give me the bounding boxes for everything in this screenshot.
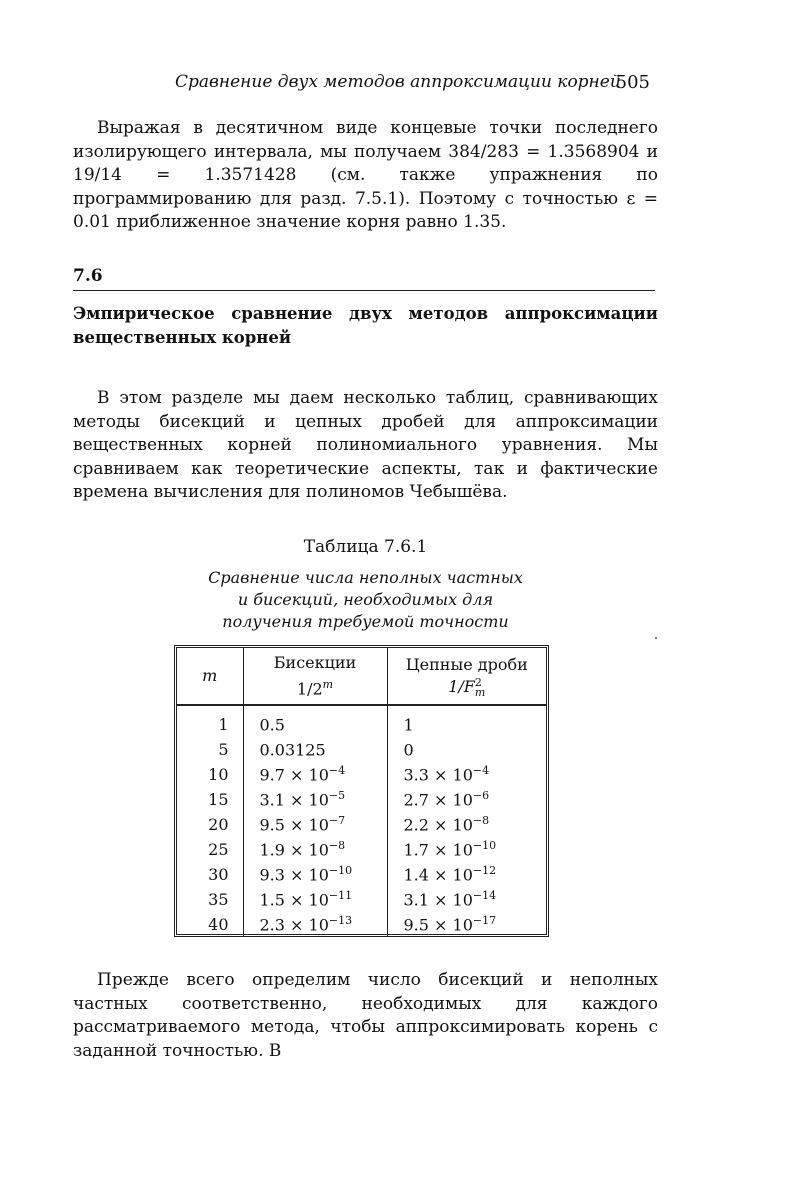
cell-continued-fractions [387, 787, 546, 812]
table-row [177, 812, 546, 837]
table-caption-line: получения требуемой точности [222, 612, 509, 631]
cell-m: 1 [177, 705, 243, 737]
paragraph-continuation-text: Прежде всего определим число бисекций и неполных частных соответственно, необходимых для каждого рассматриваемого метода, чтобы аппроксимировать корень с заданной точностью. В [73, 970, 658, 1061]
cell-continued-fractions-base: 0 [403, 740, 414, 760]
cell-continued-fractions-exponent: −4 [472, 764, 490, 778]
cell-m: 20 [177, 812, 243, 837]
cell-continued-fractions [387, 762, 546, 787]
cell-continued-fractions [387, 862, 546, 887]
table-label: Таблица 7.6.1 [303, 537, 428, 557]
cell-bisections-base: 1.9 × 10 [259, 840, 329, 860]
running-title: Сравнение двух методов аппроксимации корней [175, 72, 621, 92]
cell-continued-fractions-exponent: −17 [472, 914, 497, 928]
header-continued-fractions-sub: m [474, 685, 486, 699]
table-header-row [177, 648, 546, 705]
table-caption-line: Сравнение числа неполных частных [208, 568, 523, 587]
table-row [177, 887, 546, 912]
cell-m: 10 [177, 762, 243, 787]
header-continued-fractions-title: Цепные дроби [405, 655, 528, 674]
cell-m: 30 [177, 862, 243, 887]
cell-bisections-base: 9.3 × 10 [259, 865, 329, 885]
table-caption [73, 567, 658, 633]
header-bisections-expr [244, 674, 387, 700]
section-title: Эмпирическое сравнение двух методов аппроксимации вещественных корней [73, 304, 658, 347]
table-row [177, 737, 546, 762]
cell-bisections [243, 837, 387, 862]
cell-m: 40 [177, 912, 243, 937]
cell-m: 15 [177, 787, 243, 812]
table-row [177, 837, 546, 862]
header-bisections-base: 1/2 [296, 679, 323, 699]
header-continued-fractions [387, 648, 546, 705]
table-body [177, 705, 546, 937]
cell-continued-fractions-base: 3.3 × 10 [403, 765, 473, 785]
cell-bisections-exponent: −5 [328, 789, 346, 803]
cell-bisections-base: 9.7 × 10 [259, 765, 329, 785]
cell-m: 35 [177, 887, 243, 912]
cell-continued-fractions-base: 3.1 × 10 [403, 890, 473, 910]
cell-bisections-exponent: −4 [328, 764, 346, 778]
cell-continued-fractions-base: 9.5 × 10 [403, 915, 473, 935]
paragraph-section-intro [73, 387, 658, 505]
cell-m: 5 [177, 737, 243, 762]
paragraph-continuation [73, 969, 658, 1063]
cell-bisections [243, 887, 387, 912]
cell-continued-fractions-base: 1 [403, 715, 414, 735]
cell-bisections [243, 812, 387, 837]
header-bisections-sup: m [322, 677, 334, 691]
page-number: 505 [615, 72, 650, 93]
cell-bisections-base: 9.5 × 10 [259, 815, 329, 835]
header-m: m [177, 648, 243, 705]
cell-bisections-base: 0.03125 [259, 740, 326, 760]
cell-bisections [243, 705, 387, 737]
cell-continued-fractions [387, 837, 546, 862]
cell-bisections [243, 912, 387, 937]
header-continued-fractions-base: 1/F [448, 677, 475, 696]
cell-bisections [243, 762, 387, 787]
table-row [177, 762, 546, 787]
cell-continued-fractions-exponent: −10 [472, 839, 497, 853]
table-row [177, 862, 546, 887]
cell-m: 25 [177, 837, 243, 862]
header-continued-fractions-expr [388, 676, 547, 698]
header-bisections [243, 648, 387, 705]
cell-continued-fractions-base: 2.2 × 10 [403, 815, 473, 835]
cell-bisections [243, 787, 387, 812]
cell-continued-fractions-exponent: −14 [472, 889, 497, 903]
cell-continued-fractions-exponent: −6 [472, 789, 490, 803]
cell-continued-fractions [387, 812, 546, 837]
cell-continued-fractions [387, 887, 546, 912]
cell-continued-fractions-base: 1.4 × 10 [403, 865, 473, 885]
header-bisections-title: Бисекции [273, 652, 357, 672]
cell-bisections [243, 862, 387, 887]
table-row [177, 705, 546, 737]
paragraph-intro-text: Выражая в десятичном виде концевые точки последнего изолирующего интервала, мы получаем 384/283 = 1.3568904 и 19/14 = 1.3571428 (см. также упражнения по программированию для разд. 7.5.1). Поэтому с точностью ε = 0.01 приближенное значение корня равно 1.35. [73, 118, 658, 232]
paragraph-intro [73, 117, 658, 235]
cell-bisections-exponent: −7 [328, 814, 346, 828]
table-row [177, 787, 546, 812]
section-number: 7.6 [73, 266, 103, 286]
cell-bisections-exponent: −11 [328, 889, 353, 903]
scan-speck [655, 637, 657, 639]
header-continued-fractions-sup: 2 [474, 675, 482, 689]
cell-continued-fractions-exponent: −8 [472, 814, 490, 828]
cell-bisections-base: 2.3 × 10 [259, 915, 329, 935]
cell-continued-fractions-exponent: −12 [472, 864, 497, 878]
paragraph-section-intro-text: В этом разделе мы даем несколько таблиц, сравнивающих методы бисекций и цепных дробей для аппроксимации вещественных корней полиномиального уравнения. Мы сравниваем как теоретические аспекты, так и фактические времена вычисления для полиномов Чебышёва. [73, 388, 658, 502]
running-head [73, 72, 658, 100]
cell-bisections-exponent: −13 [328, 914, 353, 928]
cell-continued-fractions-base: 2.7 × 10 [403, 790, 473, 810]
table-caption-line: и бисекций, необходимых для [237, 590, 494, 609]
comparison-table-frame [174, 645, 549, 937]
cell-continued-fractions [387, 705, 546, 737]
table-row [177, 912, 546, 937]
cell-bisections-exponent: −8 [328, 839, 346, 853]
cell-continued-fractions [387, 737, 546, 762]
cell-bisections-base: 3.1 × 10 [259, 790, 329, 810]
cell-continued-fractions-base: 1.7 × 10 [403, 840, 473, 860]
cell-bisections-base: 0.5 [259, 715, 285, 735]
cell-bisections-base: 1.5 × 10 [259, 890, 329, 910]
section-divider [73, 290, 655, 291]
cell-bisections-exponent: −10 [328, 864, 353, 878]
cell-bisections [243, 737, 387, 762]
cell-continued-fractions [387, 912, 546, 937]
comparison-table [177, 648, 546, 937]
